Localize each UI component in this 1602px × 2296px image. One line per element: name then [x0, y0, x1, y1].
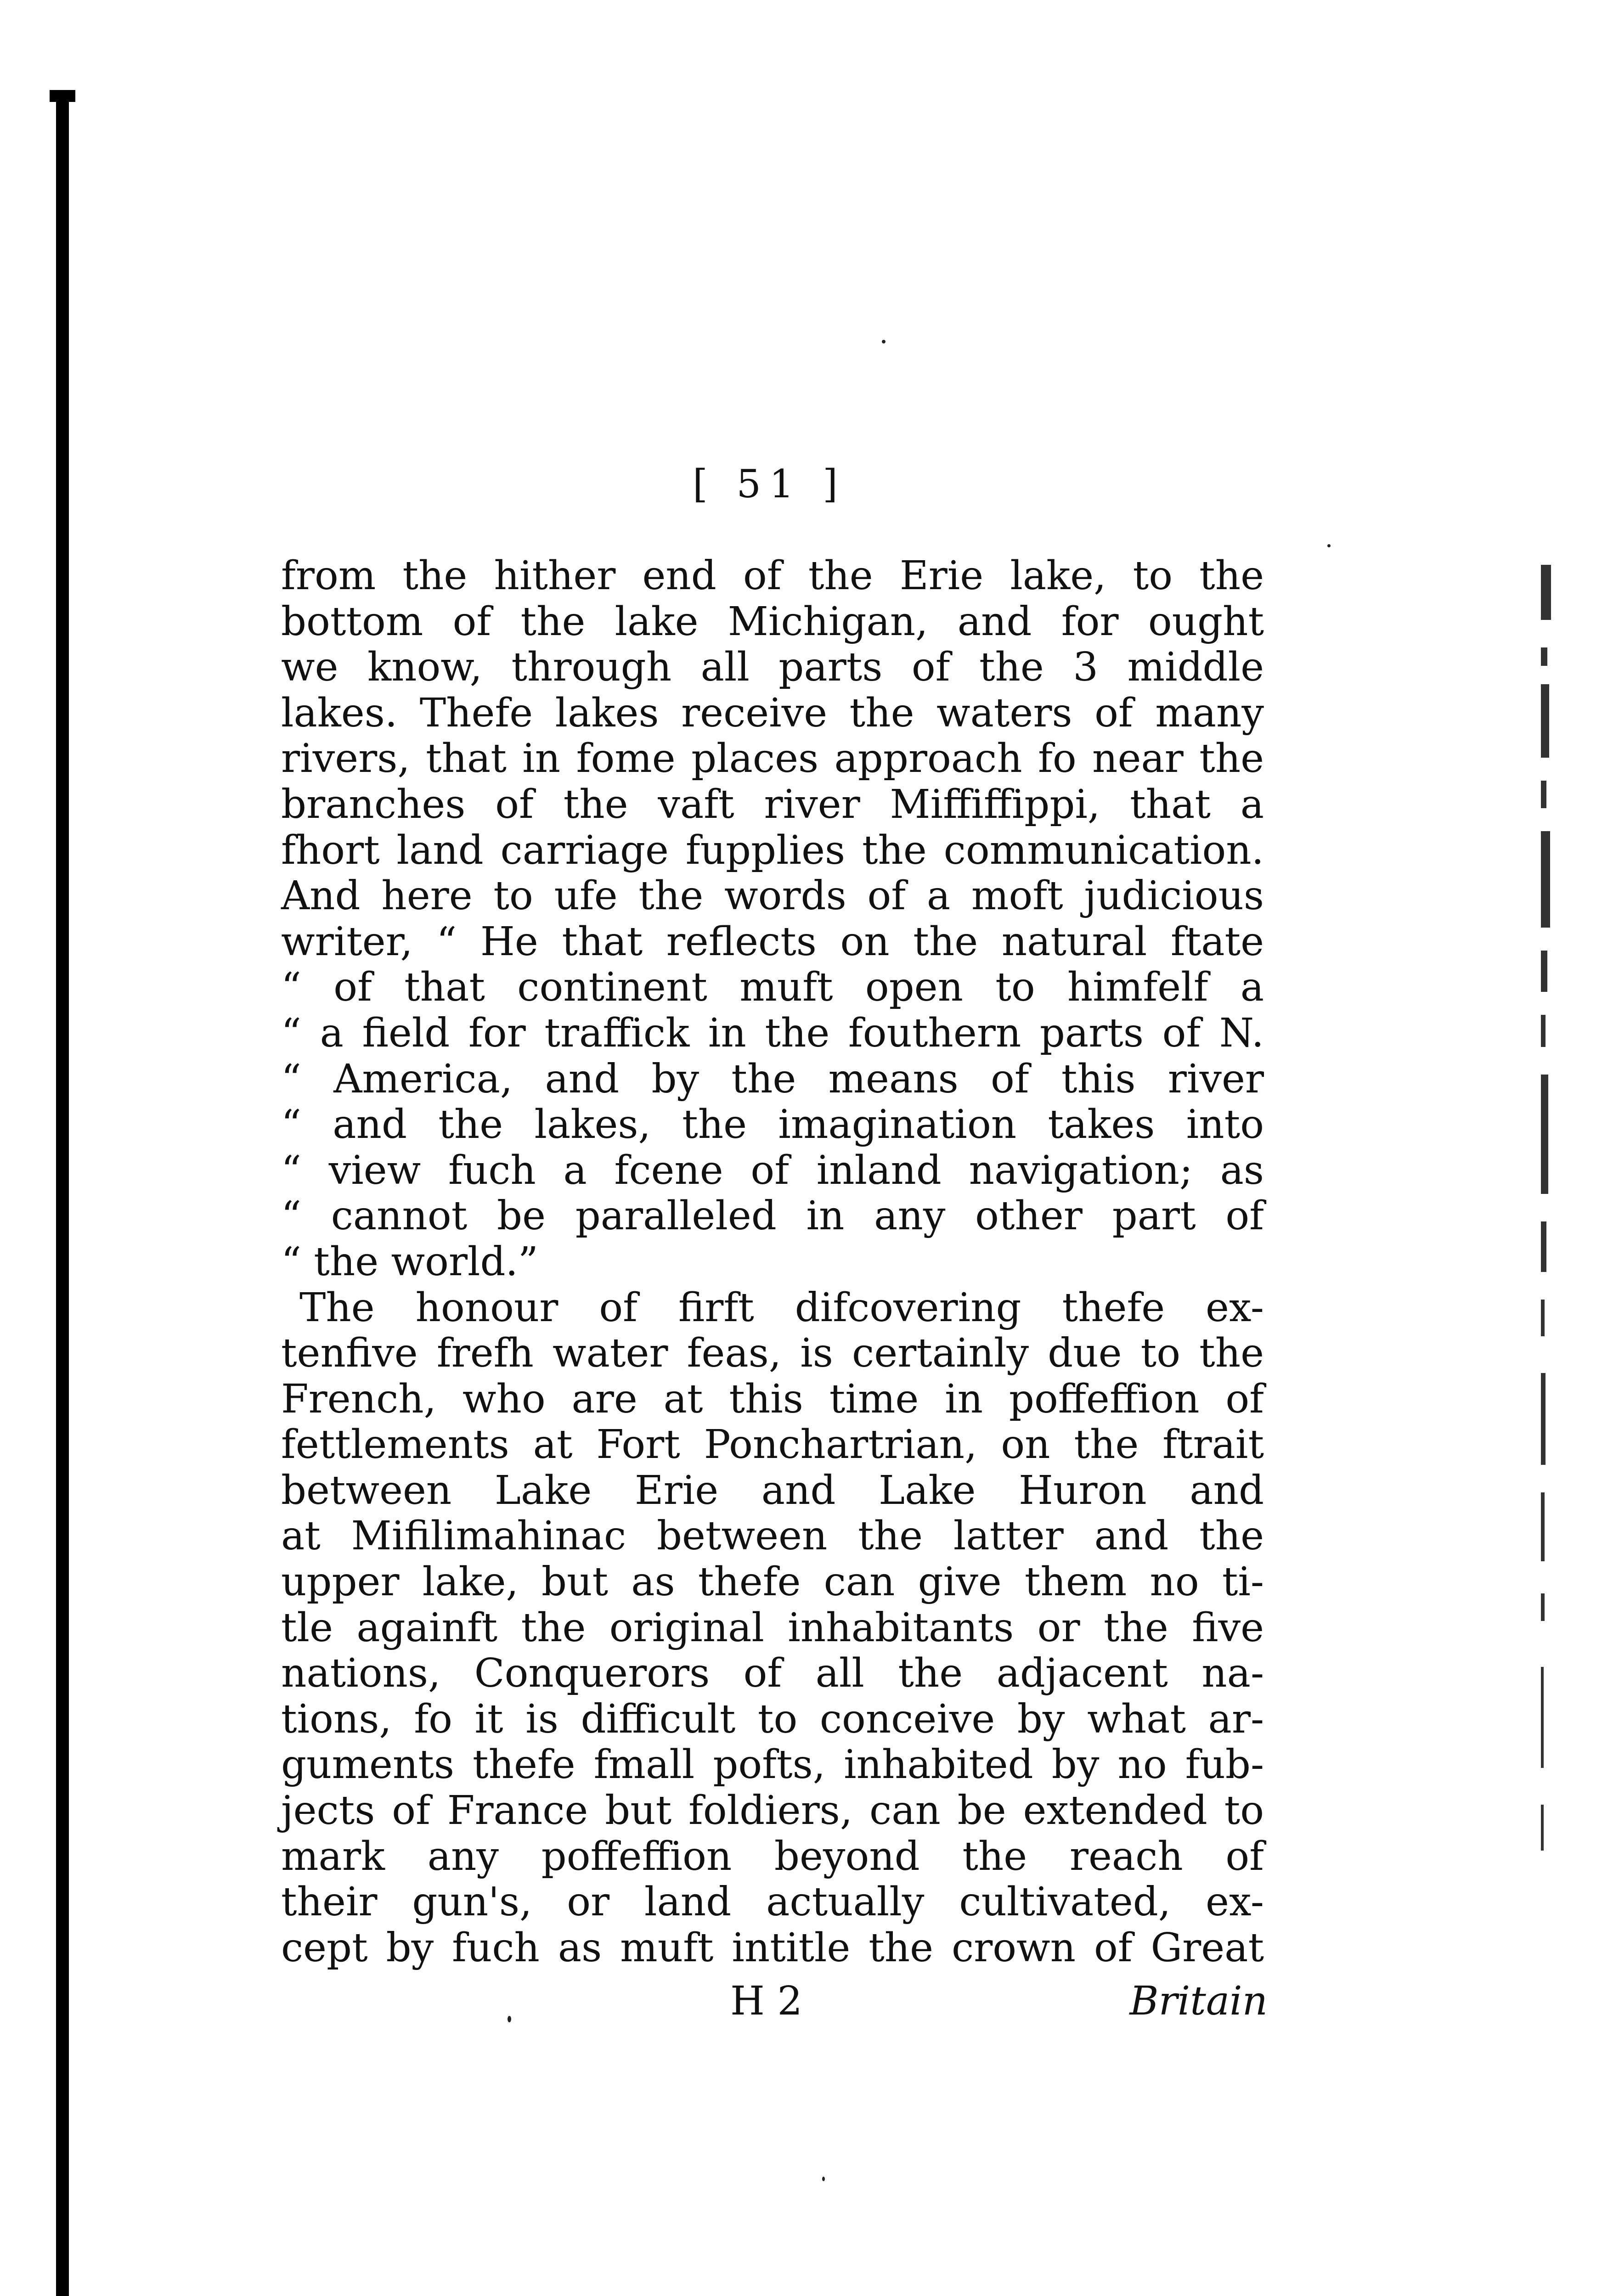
text-line: French, who are at this time in poffeffion of — [281, 1376, 1264, 1422]
text-line: “ of that continent muft open to himfelf a — [281, 964, 1264, 1011]
text-line: nations, Conquerors of all the adjacent na- — [281, 1650, 1264, 1697]
catchword: Britain — [1129, 1978, 1268, 2024]
text-line: fettlements at Fort Ponchartrian, on the ftrait — [281, 1422, 1264, 1468]
text-line: at Mifilimahinac between the latter and the — [281, 1513, 1264, 1559]
text-line: cept by fuch as muft intitle the crown of Great — [281, 1925, 1264, 1971]
text-line: “ view fuch a fcene of inland navigation; as — [281, 1147, 1264, 1193]
text-line: bottom of the lake Michigan, and for ought — [281, 598, 1264, 645]
ink-speck — [508, 2016, 511, 2022]
ink-speck — [64, 1410, 69, 1414]
text-line: tenfive frefh water feas, is certainly due to the — [281, 1330, 1264, 1377]
ink-speck — [1327, 544, 1331, 547]
text-line: branches of the vaft river Miffiffippi, that a — [281, 781, 1264, 827]
text-line: jects of France but foldiers, can be extended to — [281, 1788, 1264, 1834]
text-line: And here to ufe the words of a moft judicious — [281, 873, 1264, 919]
ink-speck — [882, 340, 886, 343]
binding-edge — [56, 96, 69, 2296]
text-line: fhort land carriage fupplies the communication. — [281, 827, 1264, 873]
text-line: lakes. Thefe lakes receive the waters of many — [281, 690, 1264, 736]
text-line: “ a field for traffick in the fouthern parts of N. — [281, 1010, 1264, 1056]
show-through-bleed — [1541, 565, 1559, 1851]
text-line: The honour of firft difcovering thefe ex- — [299, 1284, 1264, 1331]
text-line: between Lake Erie and Lake Huron and — [281, 1467, 1264, 1514]
text-line: upper lake, but as thefe can give them no ti- — [281, 1559, 1264, 1605]
ink-speck — [822, 2177, 825, 2181]
text-line: writer, “ He that reflects on the natural ftate — [281, 918, 1264, 965]
text-line: “ America, and by the means of this river — [281, 1056, 1264, 1102]
text-line: guments thefe fmall pofts, inhabited by no fub- — [281, 1742, 1264, 1788]
text-line: mark any poffeffion beyond the reach of — [281, 1833, 1264, 1880]
text-line: rivers, that in fome places approach fo near the — [281, 736, 1264, 782]
text-line: “ cannot be paralleled in any other part of — [281, 1193, 1264, 1239]
text-line: their gun's, or land actually cultivated, ex- — [281, 1879, 1264, 1925]
text-line: tions, fo it is difficult to conceive by what ar- — [281, 1696, 1264, 1742]
page-number: [ 51 ] — [693, 461, 846, 506]
text-line: “ the world.” — [281, 1238, 538, 1285]
text-line: “ and the lakes, the imagination takes into — [281, 1102, 1264, 1148]
page-footer — [730, 1978, 1268, 2024]
text-line: we know, through all parts of the 3 middle — [281, 644, 1264, 691]
text-line: from the hither end of the Erie lake, to the — [281, 553, 1264, 599]
body-text — [281, 553, 1264, 1971]
text-line: tle againft the original inhabitants or the five — [281, 1604, 1264, 1651]
signature-mark: H 2 — [730, 1978, 803, 2024]
